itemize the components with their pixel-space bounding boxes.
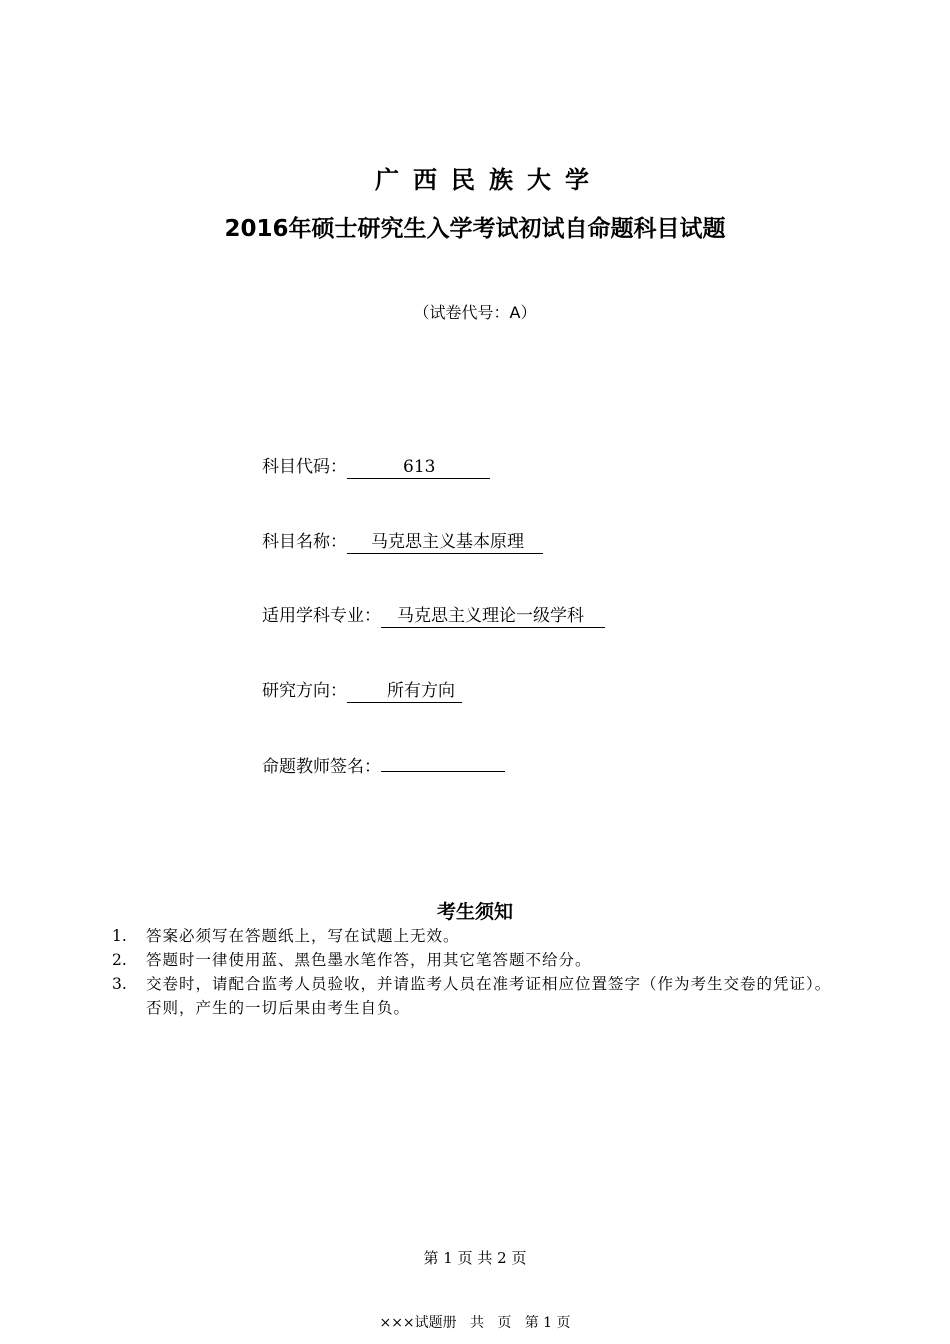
notice-item-text: 交卷时，请配合监考人员验收，并请监考人员在准考证相应位置签字（作为考生交卷的凭证）。否则，产生的一切后果由考生自负。 [146,975,832,1017]
major-value: 马克思主义理论一级学科 [381,606,605,628]
university-name: 广西民族大学 [375,166,603,194]
direction-value: 所有方向 [347,681,462,703]
subject-code-value: 613 [347,457,490,479]
paper-code: （试卷代号：A） [413,303,537,322]
subject-name-row [262,527,543,554]
page-footer: ×××试题册 共 页 第 1 页 [379,1315,571,1331]
notice-heading: 考生须知 [436,901,513,923]
subject-code-row [262,452,490,479]
notice-item-number: 2. [112,951,127,969]
major-label: 适用学科专业： [262,606,381,626]
teacher-signature-row [262,750,505,777]
exam-title: 2016年硕士研究生入学考试初试自命题科目试题 [224,216,726,242]
subject-code-label: 科目代码： [262,457,347,477]
notice-item [112,924,847,948]
major-row [262,601,605,628]
notice-item [112,972,847,1020]
page-counter: 第 1 页 共 2 页 [423,1249,527,1267]
teacher-signature-line [381,750,505,772]
direction-label: 研究方向： [262,681,347,701]
subject-name-value: 马克思主义基本原理 [347,532,543,554]
notice-item [112,948,847,972]
notice-list [112,924,847,1020]
notice-item-number: 1. [112,927,127,945]
notice-item-text: 答题时一律使用蓝、黑色墨水笔作答，用其它笔答题不给分。 [146,951,592,969]
direction-row [262,676,462,703]
notice-item-text: 答案必须写在答题纸上，写在试题上无效。 [146,927,460,945]
notice-item-number: 3. [112,975,127,993]
subject-name-label: 科目名称： [262,532,347,552]
teacher-signature-label: 命题教师签名： [262,757,381,777]
